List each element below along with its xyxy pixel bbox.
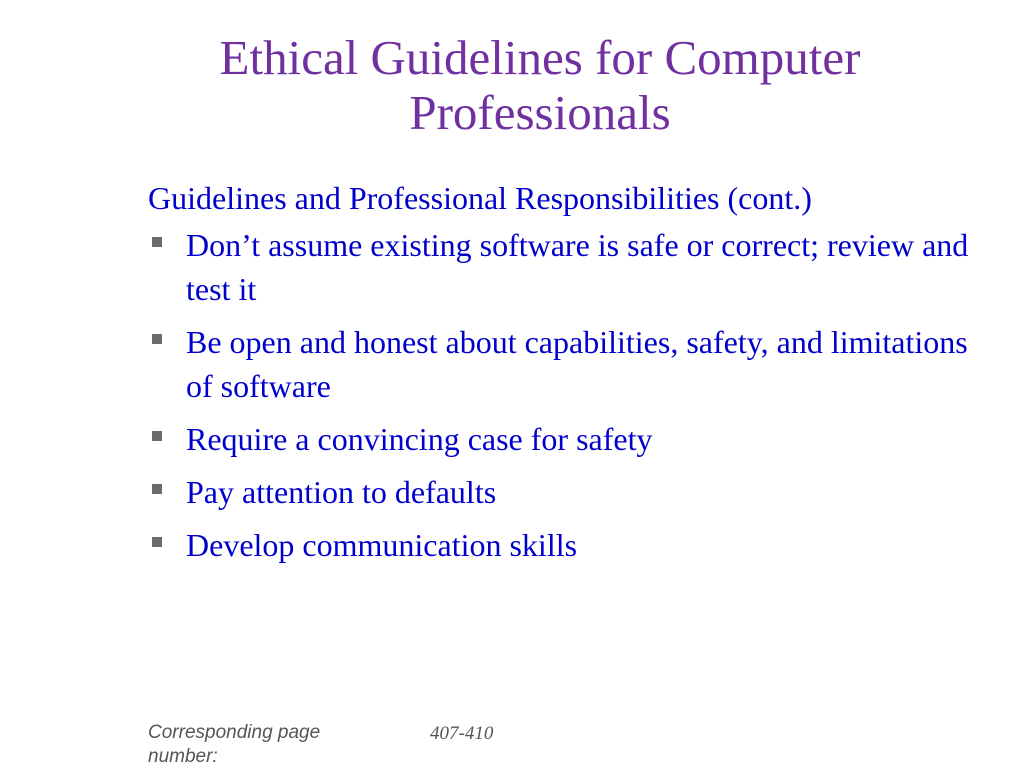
bullet-text: Develop communication skills (186, 527, 578, 563)
square-bullet-icon (152, 484, 162, 494)
bullet-item (148, 223, 998, 311)
square-bullet-icon (152, 237, 162, 247)
bullet-item (148, 320, 998, 408)
bullet-text: Don’t assume existing software is safe or correct; review and test it (186, 227, 969, 307)
square-bullet-icon (152, 334, 162, 344)
slide-title (140, 30, 940, 140)
slide-content (148, 176, 998, 576)
square-bullet-icon (152, 431, 162, 441)
bullet-item (148, 417, 998, 461)
square-bullet-icon (152, 537, 162, 547)
slide-title-line-1: Ethical Guidelines for Computer (219, 30, 861, 85)
bullet-text: Be open and honest about capabilities, safety, and limitations of software (186, 324, 968, 404)
bullet-text: Require a convincing case for safety (186, 421, 653, 457)
footer-page-label: Corresponding page number: (148, 722, 321, 767)
footer-page-range: 407-410 (430, 723, 494, 744)
bullet-item (148, 470, 998, 514)
bullet-list (148, 223, 998, 567)
section-subheading: Guidelines and Professional Responsibilities (cont.) (148, 180, 812, 216)
bullet-text: Pay attention to defaults (186, 474, 497, 510)
bullet-item (148, 523, 998, 567)
slide-title-line-2: Professionals (409, 85, 671, 140)
